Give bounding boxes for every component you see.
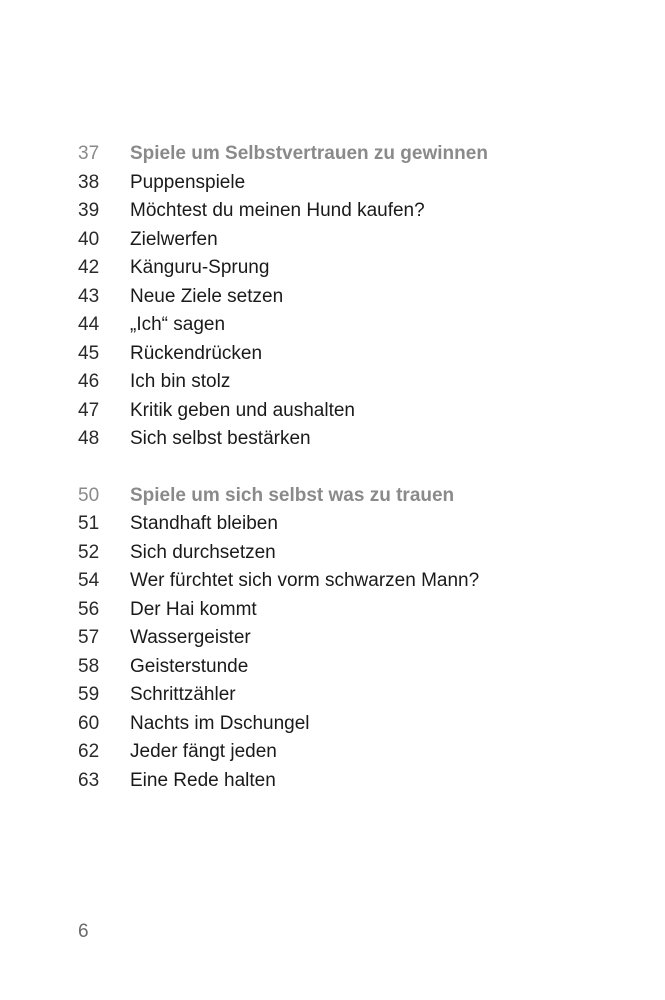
toc-entry bbox=[78, 624, 598, 653]
toc-page-number: 43 bbox=[78, 285, 100, 307]
toc-page-number: 45 bbox=[78, 342, 100, 364]
toc-page-number: 48 bbox=[78, 428, 100, 449]
page-number: 6 bbox=[78, 921, 89, 942]
toc-entry-title: Eine Rede halten bbox=[130, 769, 276, 791]
toc-page-number: 63 bbox=[78, 769, 100, 791]
toc-entry-title: Rückendrücken bbox=[130, 342, 263, 364]
toc-entry-title: Zielwerfen bbox=[130, 228, 218, 250]
toc-entry bbox=[78, 653, 598, 682]
toc-page-number: 50 bbox=[78, 484, 100, 506]
toc-entry bbox=[78, 226, 598, 255]
toc-entry-title: Schrittzähler bbox=[130, 684, 236, 705]
toc-entry bbox=[78, 254, 598, 283]
toc-entry-title: Kritik geben und aushalten bbox=[130, 399, 355, 421]
toc-entry-title: Möchtest du meinen Hund kaufen? bbox=[130, 200, 425, 221]
toc-page-number: 44 bbox=[78, 314, 100, 335]
toc-page-number: 39 bbox=[78, 200, 100, 221]
toc-heading-title: Spiele um sich selbst was zu trauen bbox=[130, 484, 455, 506]
toc-entry bbox=[78, 767, 598, 796]
toc-entry bbox=[78, 197, 598, 226]
toc-entry-title: Wer fürchtet sich vorm schwarzen Mann? bbox=[130, 570, 480, 591]
toc-entry-title: Nachts im Dschungel bbox=[130, 712, 310, 734]
toc-page-number: 37 bbox=[78, 143, 100, 164]
toc-entry-title: Sich selbst bestärken bbox=[130, 428, 311, 449]
toc-page-number: 40 bbox=[78, 228, 100, 250]
toc-entry-title: Känguru-Sprung bbox=[130, 257, 270, 278]
toc-entry-title: Wassergeister bbox=[130, 627, 251, 648]
toc-heading-title: Spiele um Selbstvertrauen zu gewinnen bbox=[130, 143, 488, 164]
toc-page-number: 54 bbox=[78, 570, 100, 591]
toc-entry bbox=[78, 710, 598, 739]
toc-entry bbox=[78, 368, 598, 397]
toc-section-1 bbox=[78, 140, 598, 454]
toc-entry bbox=[78, 567, 598, 596]
toc-page-number: 51 bbox=[78, 513, 100, 534]
toc-entry bbox=[78, 283, 598, 312]
table-of-contents bbox=[78, 140, 598, 795]
toc-entry-title: „Ich“ sagen bbox=[130, 314, 226, 335]
toc-page-number: 56 bbox=[78, 598, 100, 620]
toc-page-number: 42 bbox=[78, 257, 100, 278]
toc-entry bbox=[78, 738, 598, 767]
toc-entry bbox=[78, 340, 598, 369]
toc-page-number: 59 bbox=[78, 684, 100, 705]
toc-entry bbox=[78, 425, 598, 454]
toc-entry bbox=[78, 681, 598, 710]
toc-section-2 bbox=[78, 482, 598, 796]
toc-entry-title: Ich bin stolz bbox=[130, 371, 231, 392]
toc-entry-title: Puppenspiele bbox=[130, 171, 246, 193]
toc-entry-title: Der Hai kommt bbox=[130, 598, 257, 620]
toc-page-number: 47 bbox=[78, 399, 100, 421]
toc-entry-title: Neue Ziele setzen bbox=[130, 285, 284, 307]
toc-entry-title: Standhaft bleiben bbox=[130, 513, 278, 534]
toc-page-number: 62 bbox=[78, 741, 100, 762]
toc-entry-title: Sich durchsetzen bbox=[130, 541, 276, 563]
toc-entry-title: Geisterstunde bbox=[130, 655, 249, 677]
toc-entry bbox=[78, 596, 598, 625]
toc-entry bbox=[78, 311, 598, 340]
toc-section-heading bbox=[78, 140, 598, 169]
toc-page-number: 52 bbox=[78, 541, 100, 563]
toc-entry bbox=[78, 169, 598, 198]
toc-page-number: 46 bbox=[78, 371, 100, 392]
toc-entry bbox=[78, 539, 598, 568]
toc-section-heading bbox=[78, 482, 598, 511]
toc-entry-title: Jeder fängt jeden bbox=[130, 741, 277, 762]
toc-entry bbox=[78, 397, 598, 426]
toc-page-number: 60 bbox=[78, 712, 100, 734]
toc-page-number: 57 bbox=[78, 627, 100, 648]
toc-page-number: 58 bbox=[78, 655, 100, 677]
toc-page-number: 38 bbox=[78, 171, 100, 193]
toc-entry bbox=[78, 510, 598, 539]
